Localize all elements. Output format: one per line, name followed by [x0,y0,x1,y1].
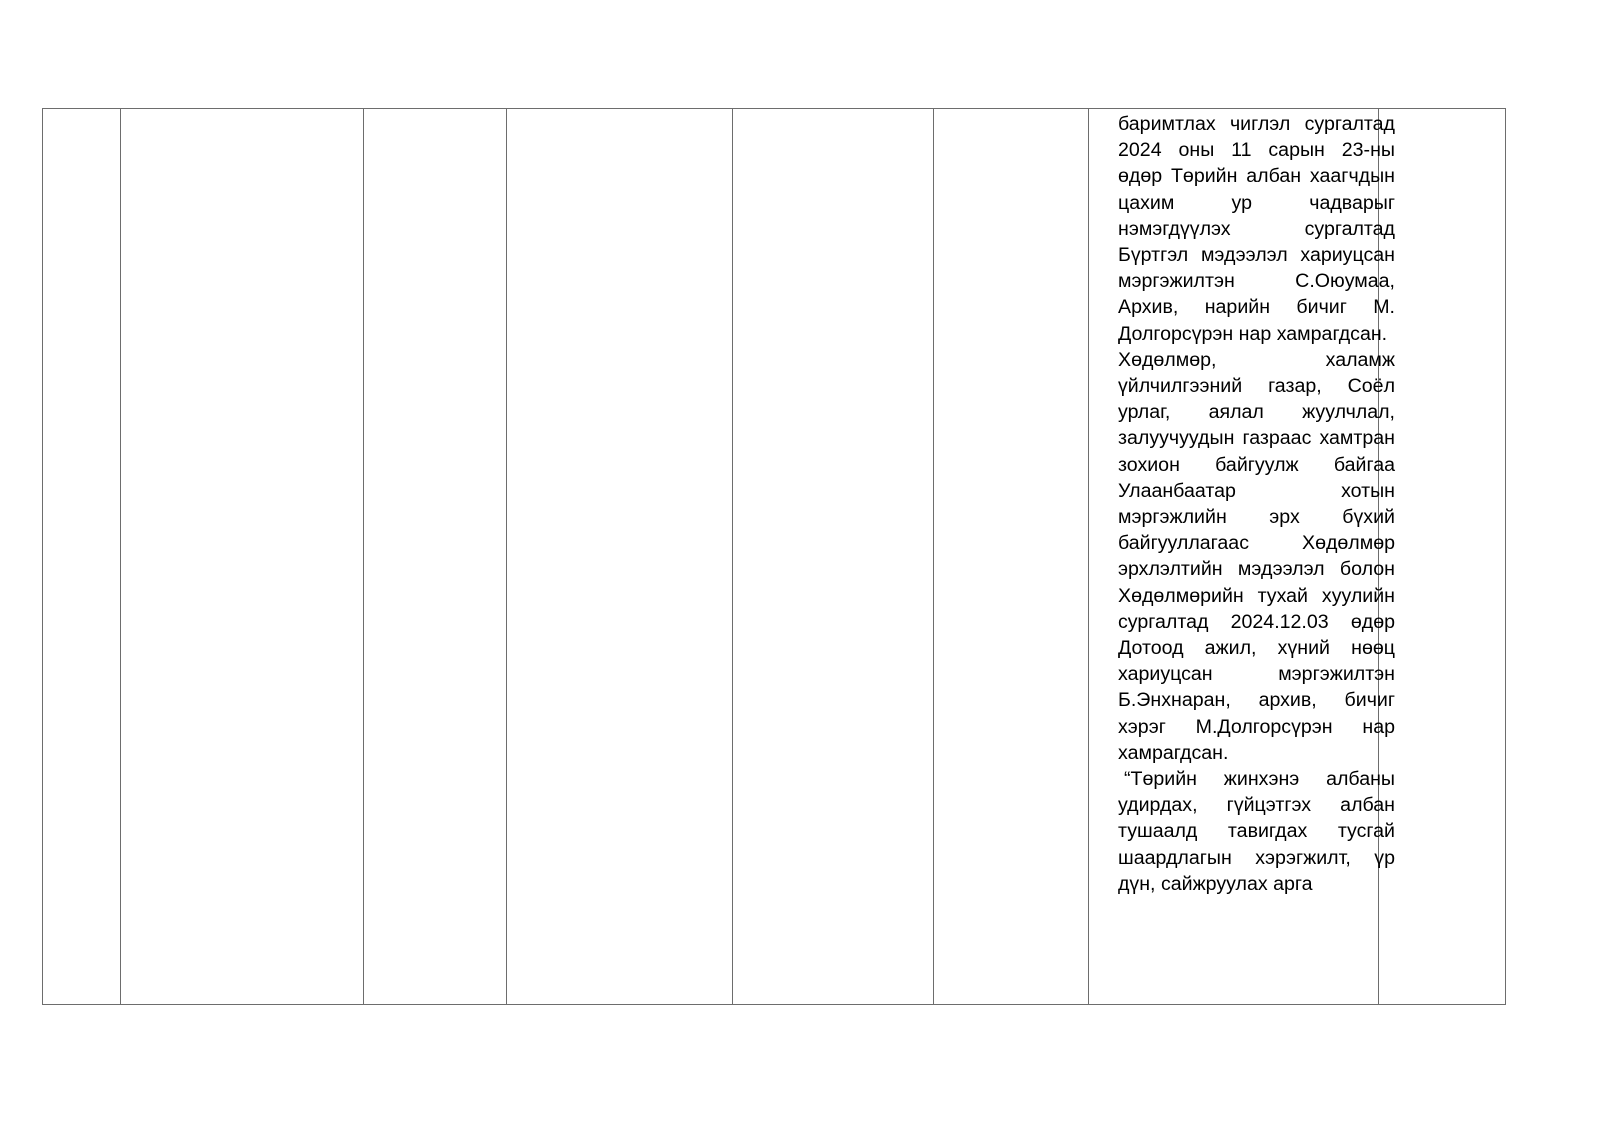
column-divider [363,109,364,1004]
table-paragraph: Хөдөлмөр, халамж үйлчилгээний газар, Соёл урлаг, аялал жуулчлал, залуучуудын газраас хамтран зохион байгуулж байгаа Улаанбаатар хотын мэргэжлийн эрх бүхий байгууллагаас Хөдөлмөр эрхлэлтийн мэдээлэл болон Хөдөлмөрийн тухай хуулийн сургалтад 2024.12.03 өдөр Дотоод ажил, хүний нөөц хариуцсан мэргэжилтэн Б.Энхнаран, архив, бичиг хэрэг М.Долгорсүрэн нар хамрагдсан. [1118,348,1395,764]
table-paragraph: баримтлах чиглэл сургалтад 2024 оны 11 сарын 23-ны өдөр Төрийн албан хаагчдын цахим ур чадварыг нэмэгдүүлэх сургалтад Бүртгэл мэдээлэл хариуцсан мэргэжилтэн С.Оюумаа, Архив, нарийн бичиг М. Долгорсүрэн нар хамрагдсан. [1118,113,1395,345]
column-divider [120,109,121,1004]
training-description-cell [1118,109,1395,897]
column-divider [506,109,507,1004]
column-divider [732,109,733,1004]
column-divider [933,109,934,1004]
table-paragraph: “Төрийн жинхэнэ албаны удирдах, гүйцэтгэх албан тушаалд тавигдах тусгай шаардлагын хэрэгжилт, үр дүн, сайжруулах арга [1118,768,1395,895]
report-table [42,108,1506,1005]
column-divider [1088,109,1089,1004]
